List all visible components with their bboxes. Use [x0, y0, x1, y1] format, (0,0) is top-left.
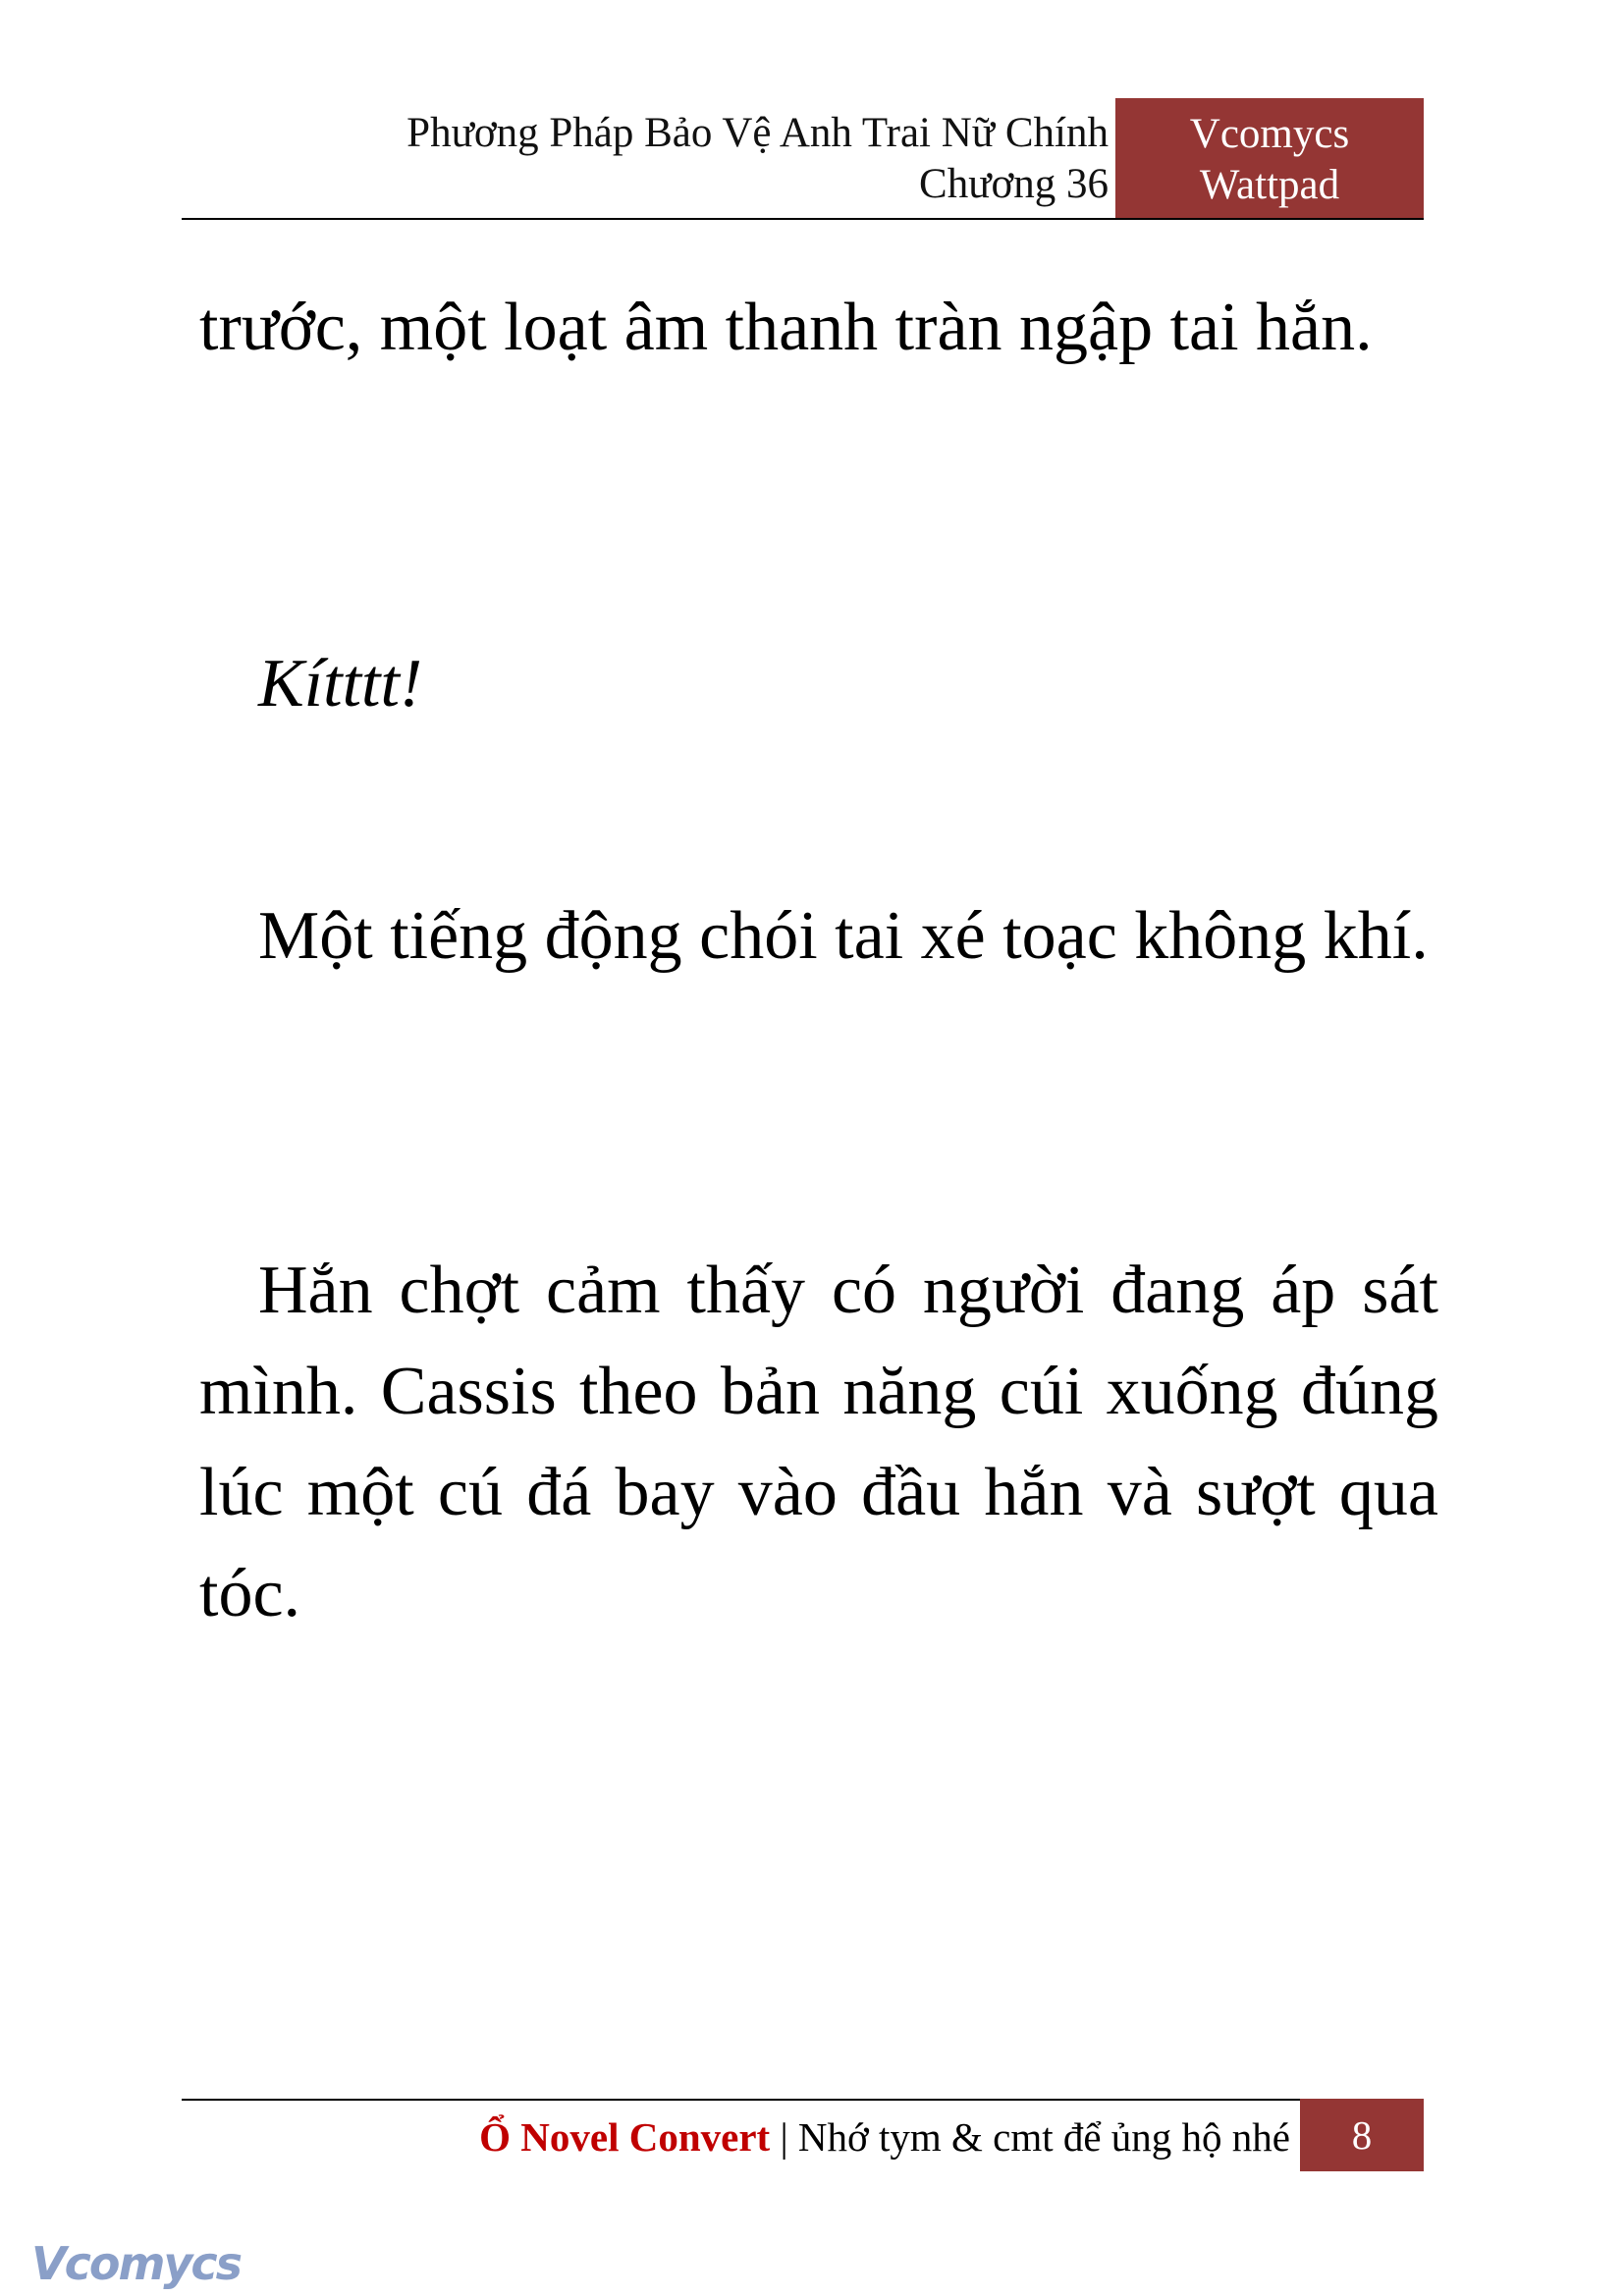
footer-text: [479, 2110, 1290, 2163]
paragraph-3: Một tiếng động chói tai xé toạc không khí.: [258, 898, 1429, 974]
footer-separator: |: [780, 2114, 788, 2160]
book-title: Phương Pháp Bảo Vệ Anh Trai Nữ Chính: [406, 110, 1109, 156]
watermark-text: Vcomycs: [31, 2237, 242, 2290]
badge-line-2: Wattpad: [1199, 162, 1340, 208]
source-badge: [1115, 98, 1424, 220]
chapter-label: Chương 36: [919, 161, 1109, 207]
paragraph-1: trước, một loạt âm thanh tràn ngập tai hắn.: [199, 290, 1373, 365]
page-content: [199, 277, 1438, 1644]
footer-divider: [182, 2099, 1424, 2101]
page-header: [182, 98, 1424, 220]
vcomycs-logo: [27, 2236, 255, 2293]
paragraph-4: Hắn chợt cảm thấy có người đang áp sát mình. Cassis theo bản năng cúi xuống đúng lúc một cú đá bay vào đầu hắn và sượt qua tóc.: [199, 1253, 1438, 1631]
page-number: 8: [1300, 2099, 1424, 2171]
page-footer: [182, 2099, 1424, 2171]
footer-brand: Ổ Novel Convert: [479, 2114, 771, 2160]
badge-line-1: Vcomycs: [1189, 111, 1350, 157]
footer-message: Nhớ tym & cmt để ủng hộ nhé: [797, 2114, 1290, 2160]
header-divider: [182, 218, 1424, 220]
paragraph-2: Kítttt!: [258, 646, 423, 721]
header-titles: [406, 108, 1109, 210]
